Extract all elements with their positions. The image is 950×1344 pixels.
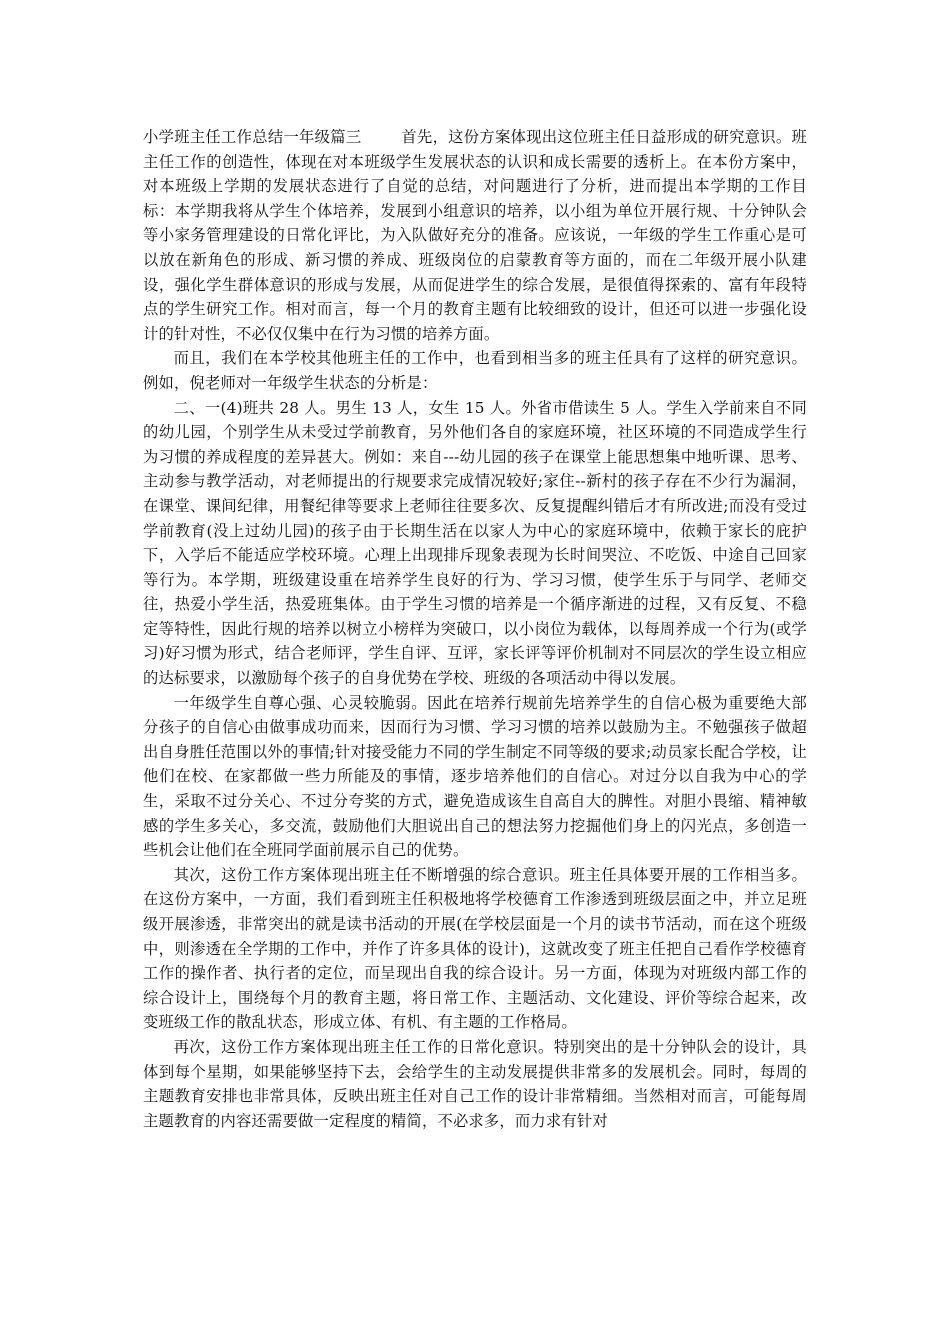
- paragraph-3: 二、一(4)班共 28 人。男生 13 人，女生 15 人。外省市借读生 5 人。学生入学前来自不同的幼儿园，个别学生从未受过学前教育，另外他们各自的家庭环境，社区环境的不同造成学生行为习惯的养成程度的差异甚大。例如：来自---幼儿园的孩子在课堂上能思想集中地听课、思考、主动参与教学活动，对老师提出的行规要求完成情况较好;家住--新村的孩子存在不少行为漏洞，在课堂、课间纪律，用餐纪律等要求上老师往往要多次、反复提醒纠错后才有所改进;而没有受过学前教育(没上过幼儿园)的孩子由于长期生活在以家人为中心的家庭环境中，依赖于家长的庇护下，入学后不能适应学校环境。心理上出现排斥现象表现为长时间哭泣、不吃饭、中途自己回家等行为。本学期，班级建设重在培养学生良好的行为、学习习惯，使学生乐于与同学、老师交往，热爱小学生活，热爱班集体。由于学生习惯的培养是一个循序渐进的过程，又有反复、不稳定等特性，因此行规的培养以树立小榜样为突破口，以小岗位为载体，以每周养成一个行为(或学习)好习惯为形式，结合老师评，学生自评、互评，家长评等评价机制对不同层次的学生设立相应的达标要求，以激励每个孩子的自身优势在学校、班级的各项活动中得以发展。: [143, 398, 807, 688]
- paragraph-2: 而且，我们在本学校其他班主任的工作中，也看到相当多的班主任具有了这样的研究意识。例如，倪老师对一年级学生状态的分析是：: [143, 349, 807, 392]
- document-body: [143, 125, 807, 1133]
- document-title: 小学班主任工作总结一年级篇三: [143, 128, 362, 146]
- paragraph-6: 再次，这份工作方案体现出班主任工作的日常化意识。特别突出的是十分钟队会的设计，具体到每个星期，如果能够坚持下去，会给学生的主动发展提供非常多的发展机会。同时，每周的主题教育安排也非常具体，反映出班主任对自己工作的设计非常精细。当然相对而言，可能每周主题教育的内容还需要做一定程度的精简，不必求多，而力求有针对: [143, 1037, 807, 1130]
- paragraph-1-text: 首先，这份方案体现出这位班主任日益形成的研究意识。班主任工作的创造性，体现在对本班级学生发展状态的认识和成长需要的透析上。在本份方案中，对本班级上学期的发展状态进行了自觉的总结，对问题进行了分析，进而提出本学期的工作目标：本学期我将从学生个体培养，发展到小组意识的培养，以小组为单位开展行规、十分钟队会等小家务管理建设的日常化评比，为入队做好充分的准备。应该说，一年级的学生工作重心是可以放在新角色的形成、新习惯的养成、班级岗位的启蒙教育等方面的，而在二年级开展小队建设，强化学生群体意识的形成与发展，从而促进学生的综合发展，是很值得探索的、富有年段特点的学生研究工作。相对而言，每一个月的教育主题有比较细致的设计，但还可以进一步强化设计的针对性，不必仅仅集中在行为习惯的培养方面。: [143, 128, 807, 343]
- paragraph-5: 其次，这份工作方案体现出班主任不断增强的综合意识。班主任具体要开展的工作相当多。在这份方案中，一方面，我们看到班主任积极地将学校德育工作渗透到班级层面之中，并立足班级开展渗透，非常突出的就是读书活动的开展(在学校层面是一个月的读书节活动，而在这个班级中，则渗透在全学期的工作中，并作了许多具体的设计)，这就改变了班主任把自己看作学校德育工作的操作者、执行者的定位，而呈现出自我的综合设计。另一方面，体现为对班级内部工作的综合设计上，围绕每个月的教育主题，将日常工作、主题活动、文化建设、评价等综合起来，改变班级工作的散乱状态，形成立体、有机、有主题的工作格局。: [143, 865, 807, 1032]
- paragraph-4: 一年级学生自尊心强、心灵较脆弱。因此在培养行规前先培养学生的自信心极为重要绝大部分孩子的自信心由做事成功而来，因而行为习惯、学习习惯的培养以鼓励为主。不勉强孩子做超出自身胜任范围以外的事情;针对接受能力不同的学生制定不同等级的要求;动员家长配合学校，让他们在校、在家都做一些力所能及的事情，逐步培养他们的自信心。对过分以自我为中心的学生，采取不过分关心、不过分夸奖的方式，避免造成该生自高自大的脾性。对胆小畏缩、精神敏感的学生多关心，多交流，鼓励他们大胆说出自己的想法努力挖掘他们身上的闪光点，多创造一些机会让他们在全班同学面前展示自己的优势。: [143, 693, 807, 860]
- paragraph-1: [143, 125, 807, 346]
